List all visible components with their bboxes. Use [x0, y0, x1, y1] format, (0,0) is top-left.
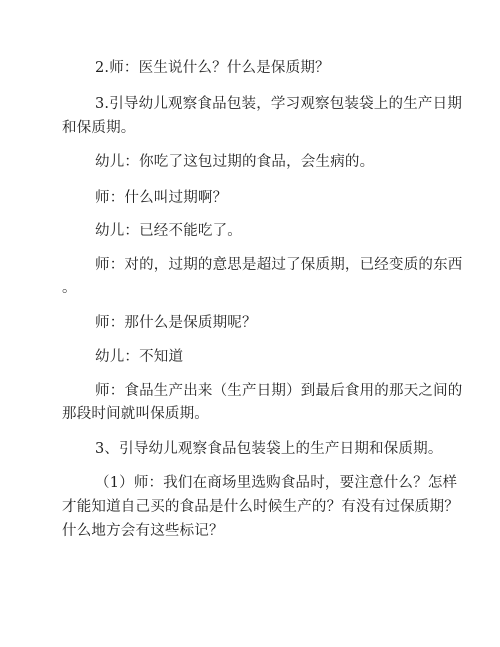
dialogue-child-2: 幼儿：已经不能吃了。 [95, 223, 242, 239]
dialogue-child-1: 幼儿：你吃了这包过期的食品，会生病的。 [95, 154, 375, 170]
paragraph-question-2: 2.师：医生说什么？什么是保质期？ [95, 60, 330, 76]
dialogue-teacher-1: 师：什么叫过期啊？ [95, 190, 228, 206]
dialogue-teacher-4-line-2: 那段时间就叫保质期。 [62, 406, 209, 422]
dialogue-teacher-3: 师：那什么是保质期呢？ [95, 315, 257, 331]
paragraph-step-3-line-2: 和保质期。 [62, 120, 136, 136]
paragraph-section-3: 3、引导幼儿观察食品包装袋上的生产日期和保质期。 [95, 441, 443, 457]
paragraph-step-3-line-1: 3.引导幼儿观察食品包装，学习观察包装袋上的生产日期 [95, 96, 463, 112]
dialogue-teacher-2-line-2: 。 [62, 280, 77, 296]
paragraph-item-1-line-2: 才能知道自己买的食品是什么时候生产的？有没有过保质期？ [62, 499, 459, 515]
paragraph-item-1-line-1: （1）师：我们在商场里选购食品时，要注意什么？怎样 [95, 475, 458, 491]
dialogue-child-3: 幼儿：不知道 [95, 349, 184, 365]
paragraph-item-1-line-3: 什么地方会有这些标记？ [62, 523, 224, 539]
dialogue-teacher-4-line-1: 师：食品生产出来（生产日期）到最后食用的那天之间的 [95, 383, 463, 399]
dialogue-teacher-2-line-1: 师：对的，过期的意思是超过了保质期，已经变质的东西 [95, 257, 463, 273]
